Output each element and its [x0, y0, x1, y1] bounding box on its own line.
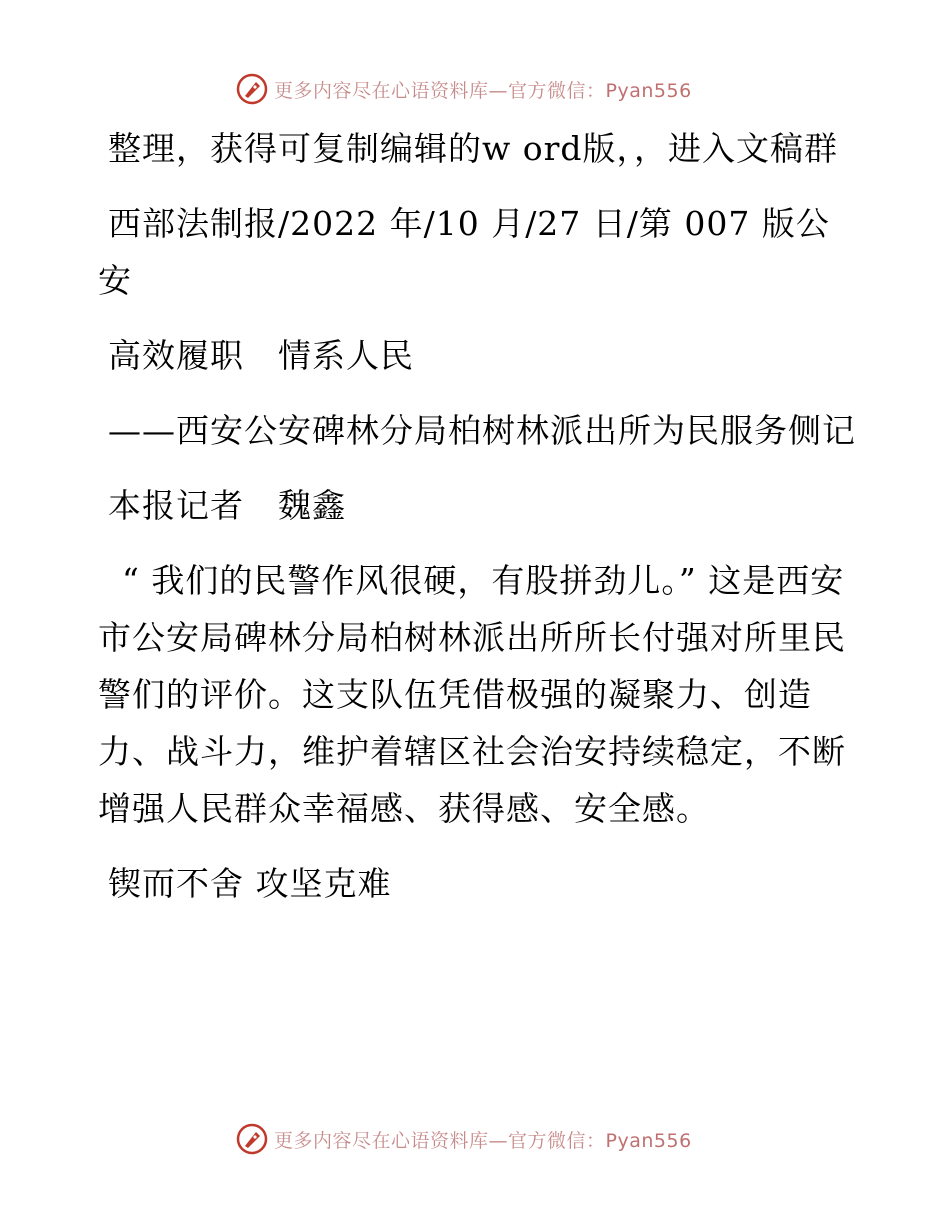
watermark-wechat-id: Pyan556 [605, 1129, 692, 1152]
watermark-text: 更多内容尽在心语资料库—官方微信：Pyan556 [274, 79, 692, 102]
section-heading: 锲而不舍 攻坚克难 [108, 864, 392, 903]
pen-nib-icon [236, 73, 268, 105]
pen-nib-icon [236, 1123, 268, 1155]
body-paragraph: “ 我们的民警作风很硬，有股拼劲儿。” 这是西安市公安局碑林分局柏树林派出所所长付强对所里民警们的评价。这支队伍凭借极强的凝聚力、创造力、战斗力，维护着辖区社会治安持续稳定，不断增强人民群众幸福感、获得感、安全感。 [98, 561, 846, 828]
byline: 本报记者 魏鑫 [108, 486, 346, 525]
article-subtitle: ——西安公安碑林分局柏树林派出所为民服务侧记 [108, 411, 856, 450]
document-body [98, 120, 858, 930]
source-line: 西部法制报/2022 年/10 月/27 日/第 007 版公安 [98, 204, 830, 300]
intro-paragraph: 整理，获得可复制编辑的w ord版，，进入文稿群 [108, 129, 839, 168]
header-watermark [236, 72, 692, 106]
footer-watermark [236, 1122, 692, 1156]
article-title: 高效履职 情系人民 [108, 336, 414, 375]
watermark-text: 更多内容尽在心语资料库—官方微信：Pyan556 [274, 1129, 692, 1152]
watermark-wechat-id: Pyan556 [605, 79, 692, 102]
